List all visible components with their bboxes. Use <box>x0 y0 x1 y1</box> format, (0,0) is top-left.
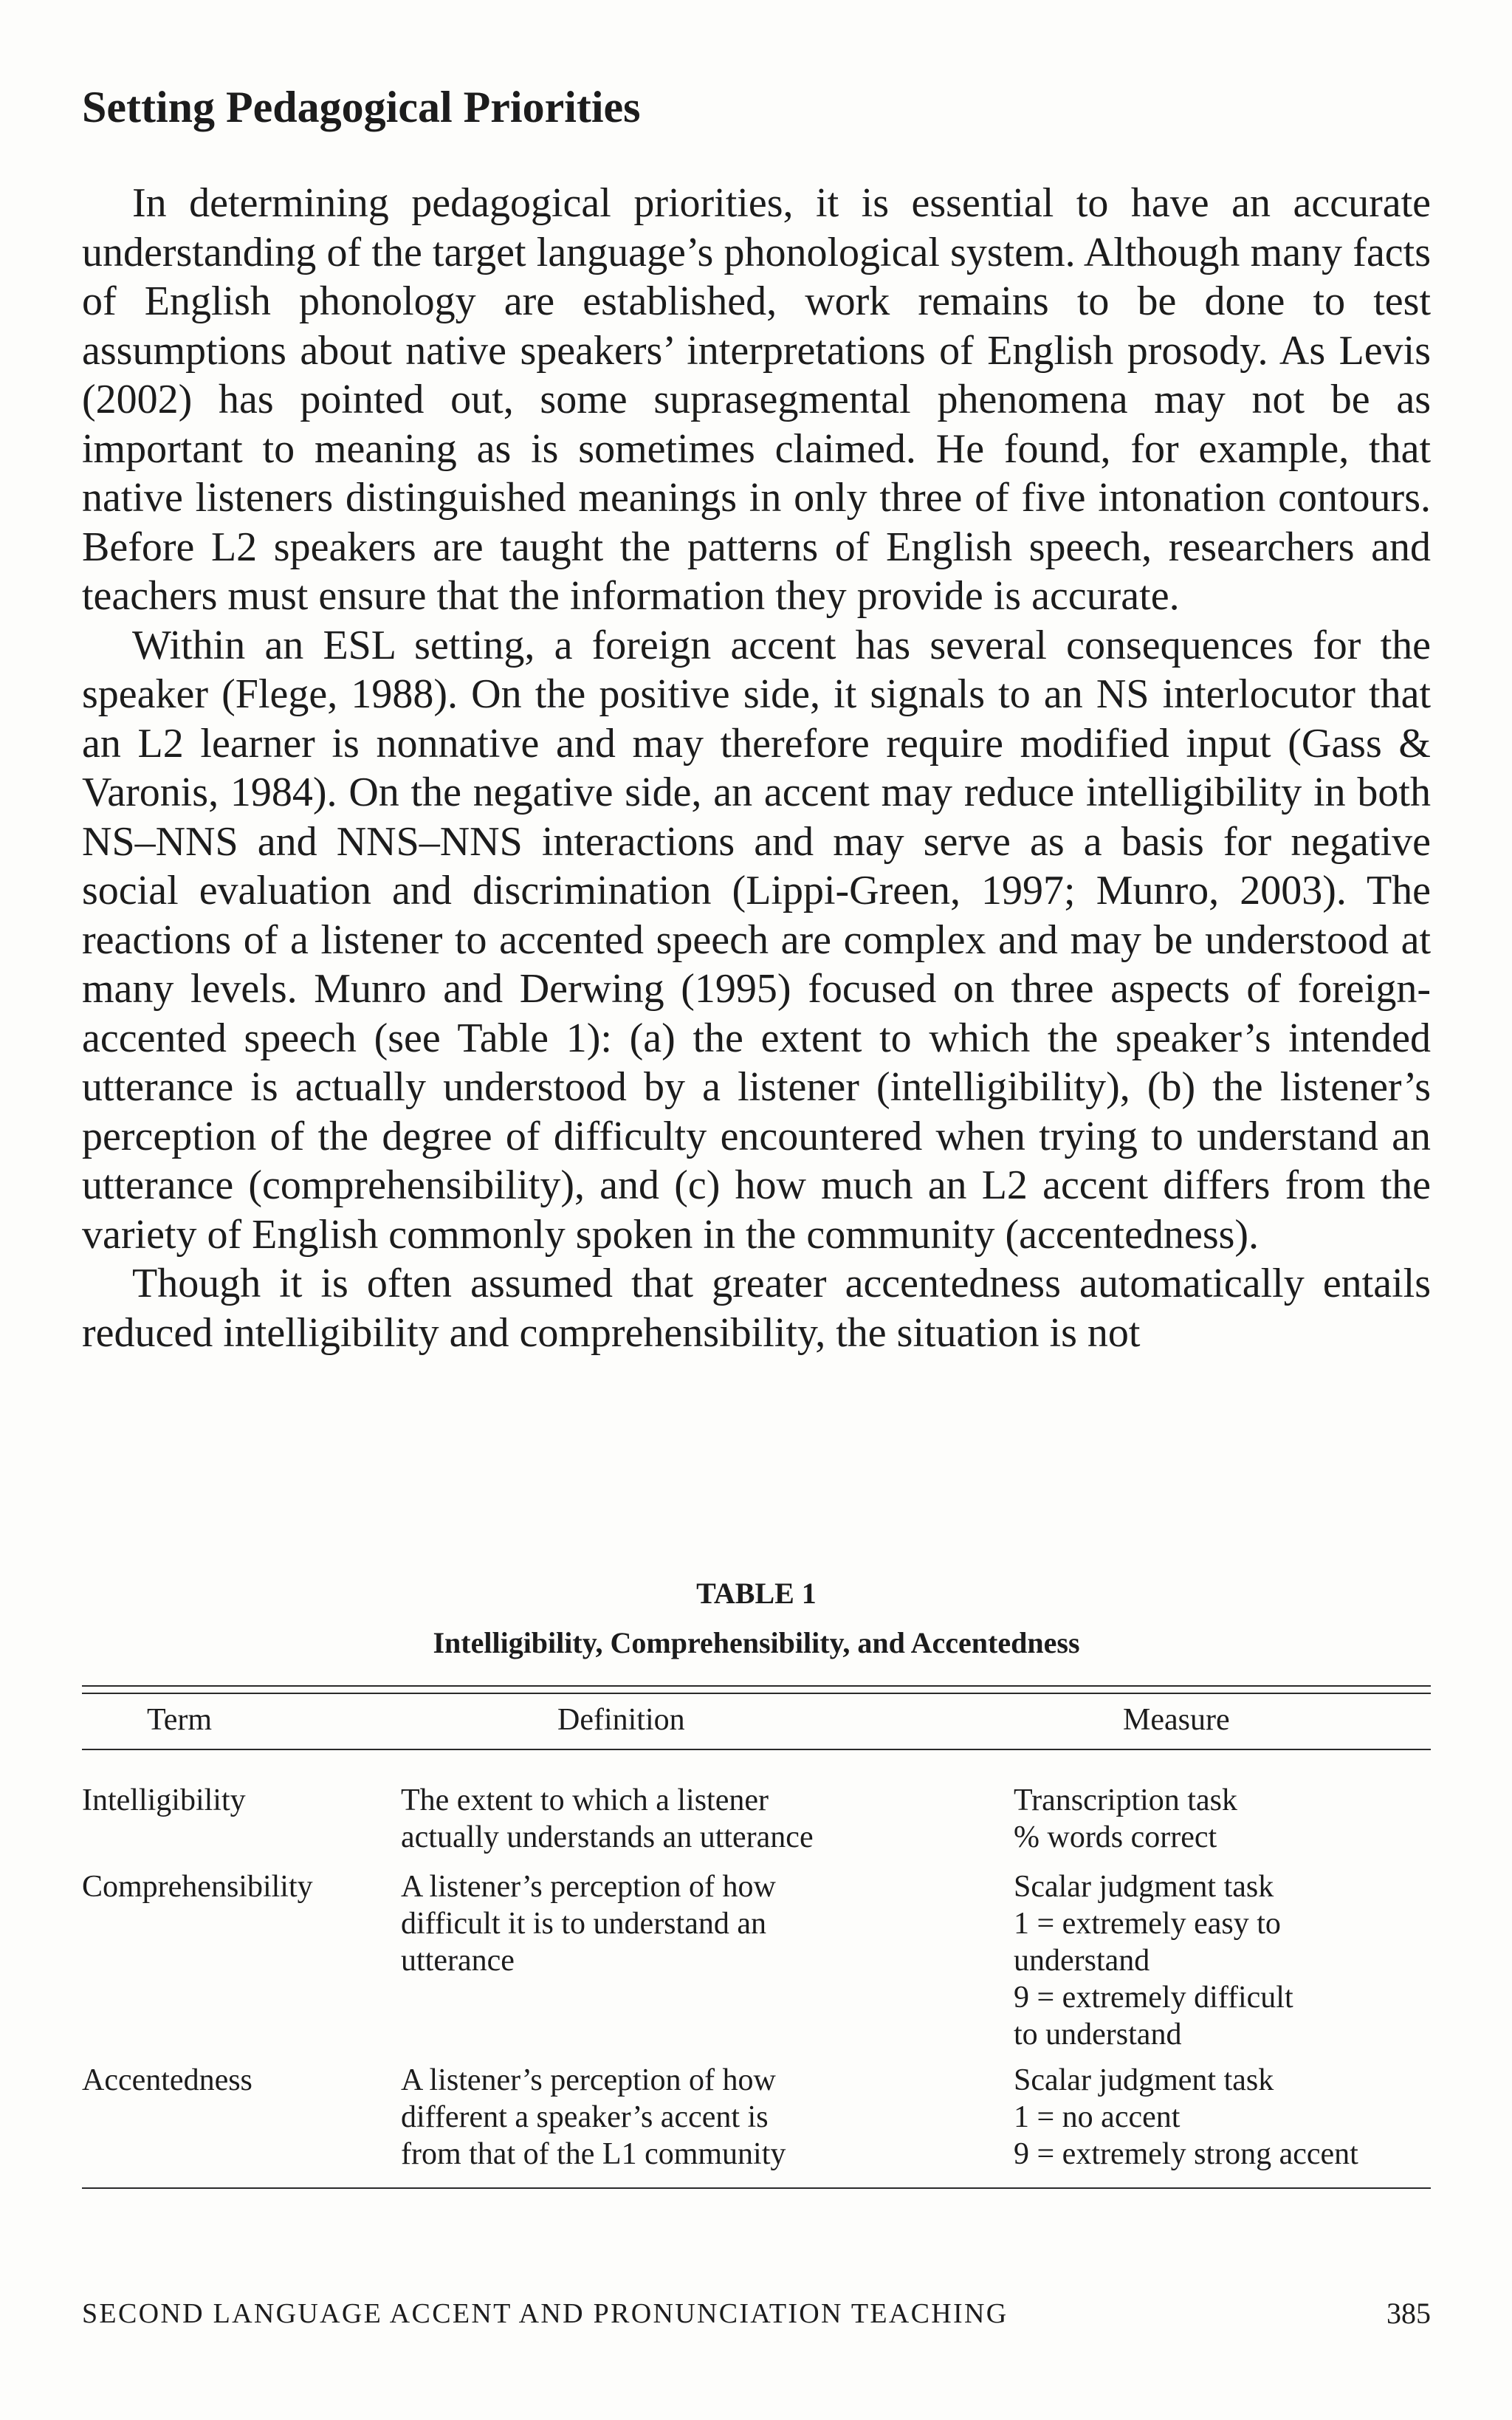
column-header-measure: Measure <box>1123 1703 1230 1737</box>
paragraph: Within an ESL setting, a foreign accent has several consequences for the speaker (Flege, 1988). On the positive side, it signals to an NS interlocutor that an L2 learner is nonnative and may therefore require modified input (Gass & Varonis, 1984). On the negative side, an accent may reduce intelligibility in both NS–NNS and NNS–NNS interactions and may serve as a basis for negative social evaluation and discrimination (Lippi-Green, 1997; Munro, 2003). The reactions of a listener to accented speech are complex and may be understood at many levels. Munro and Derwing (1995) focused on three aspects of foreign-accented speech (see Table 1): (a) the extent to which the speaker’s intended utterance is actually understood by a listener (intelligibility), (b) the listener’s perception of the degree of difficulty encountered when trying to understand an utterance (comprehensibility), and (c) how much an L2 accent differs from the variety of English commonly spoken in the community (accentedness). <box>82 622 1431 1258</box>
table-title: Intelligibility, Comprehensibility, and Accentedness <box>433 1626 1080 1659</box>
table-cell-definition: A listener’s perception of how difficult it is to understand an utterance <box>401 1870 776 1978</box>
table-cell-definition: The extent to which a listener actually understands an utterance <box>401 1783 814 1854</box>
table-top-rule <box>82 1685 1431 1687</box>
section-heading: Setting Pedagogical Priorities <box>82 83 641 131</box>
table-bottom-rule <box>82 2187 1431 2189</box>
column-header-definition: Definition <box>557 1703 685 1737</box>
table-cell-definition: A listener’s perception of how different a speaker’s accent is from that of the L1 community <box>401 2063 786 2171</box>
table-cell-measure: Scalar judgment task 1 = no accent 9 = extremely strong accent <box>1014 2063 1358 2171</box>
running-head: SECOND LANGUAGE ACCENT AND PRONUNCIATION TEACHING <box>82 2298 1008 2329</box>
body-text <box>82 179 1431 1357</box>
table-label: TABLE 1 <box>696 1577 817 1610</box>
page-number: 385 <box>1386 2297 1431 2330</box>
table-header-rule <box>82 1749 1431 1750</box>
table-cell-term: Intelligibility <box>82 1783 246 1817</box>
paragraph: In determining pedagogical priorities, it is essential to have an accurate understanding of the target language’s phonological system. Although many facts of English phonology are established, work remains to be done to test assumptions about native speakers’ interpretations of English prosody. As Levis (2002) has pointed out, some suprasegmental phenomena may not be as important to meaning as is sometimes claimed. He found, for example, that native listeners distinguished meanings in only three of five intonation contours. Before L2 speakers are taught the patterns of English speech, researchers and teachers must ensure that the information they provide is accurate. <box>82 180 1431 619</box>
table-top-rule-second <box>82 1693 1431 1694</box>
column-header-term: Term <box>147 1703 213 1737</box>
table-cell-measure: Transcription task % words correct <box>1014 1783 1237 1854</box>
paragraph: Though it is often assumed that greater accentedness automatically entails reduced intelligibility and comprehensibility, the situation is not <box>82 1261 1431 1356</box>
table-cell-measure: Scalar judgment task 1 = extremely easy to understand 9 = extremely difficult to understand <box>1014 1870 1293 2051</box>
table-cell-term: Accentedness <box>82 2063 252 2097</box>
table-cell-term: Comprehensibility <box>82 1870 313 1904</box>
